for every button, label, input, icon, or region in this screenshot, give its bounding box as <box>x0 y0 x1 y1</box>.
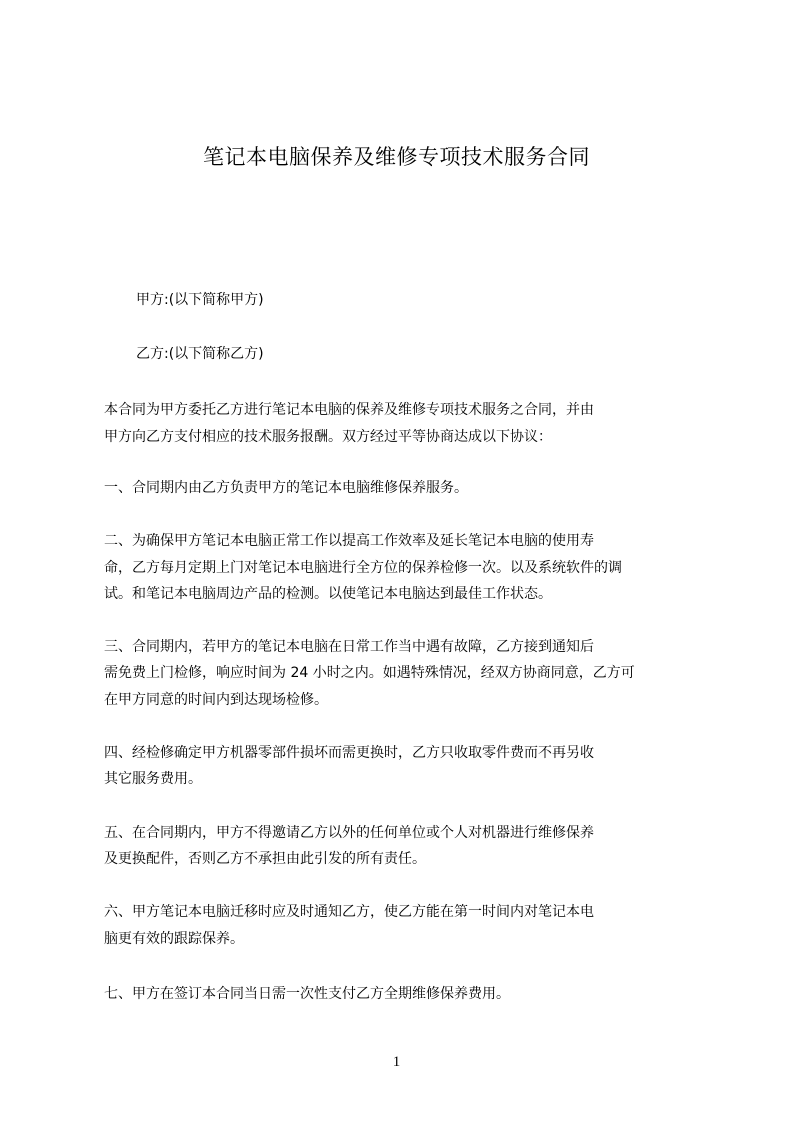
clause-line: 三、合同期内，若甲方的笔记本电脑在日常工作当中遇有故障，乙方接到通知后 <box>104 639 594 655</box>
intro-line: 本合同为甲方委托乙方进行笔记本电脑的保养及维修专项技术服务之合同，并由 <box>104 402 594 418</box>
clause-line: 试。和笔记本电脑周边产品的检测。以使笔记本电脑达到最佳工作状态。 <box>104 586 552 602</box>
clause-line: 五、在合同期内，甲方不得邀请乙方以外的任何单位或个人对机器进行维修保养 <box>104 825 594 841</box>
clause-line: 七、甲方在签订本合同当日需一次性支付乙方全期维修保养费用。 <box>104 986 510 1002</box>
clause-line: 其它服务费用。 <box>104 771 202 787</box>
clause-line: 命，乙方每月定期上门对笔记本电脑进行全方位的保养检修一次。以及系统软件的调 <box>104 560 622 576</box>
party-a-line: 甲方:(以下简称甲方) <box>136 292 264 308</box>
clause-line: 一、合同期内由乙方负责甲方的笔记本电脑维修保养服务。 <box>104 480 468 496</box>
clause-line: 四、经检修确定甲方机器零部件损坏而需更换时，乙方只收取零件费而不再另收 <box>104 745 594 761</box>
clause-line: 二、为确保甲方笔记本电脑正常工作以提高工作效率及延长笔记本电脑的使用寿 <box>104 533 594 549</box>
clause-line: 脑更有效的跟踪保养。 <box>104 931 244 947</box>
page-number: 1 <box>392 1054 401 1070</box>
party-b-line: 乙方:(以下简称乙方) <box>136 346 264 362</box>
clause-line: 及更换配件，否则乙方不承担由此引发的所有责任。 <box>104 851 426 867</box>
document-title: 笔记本电脑保养及维修专项技术服务合同 <box>203 145 590 169</box>
clause-line: 需免费上门检修，响应时间为 24 小时之内。如遇特殊情况，经双方协商同意，乙方可 <box>104 665 635 681</box>
clause-line: 六、甲方笔记本电脑迁移时应及时通知乙方，使乙方能在第一时间内对笔记本电 <box>104 904 594 920</box>
clause-line: 在甲方同意的时间内到达现场检修。 <box>104 692 328 708</box>
intro-line: 甲方向乙方支付相应的技术服务报酬。双方经过平等协商达成以下协议： <box>104 429 552 445</box>
